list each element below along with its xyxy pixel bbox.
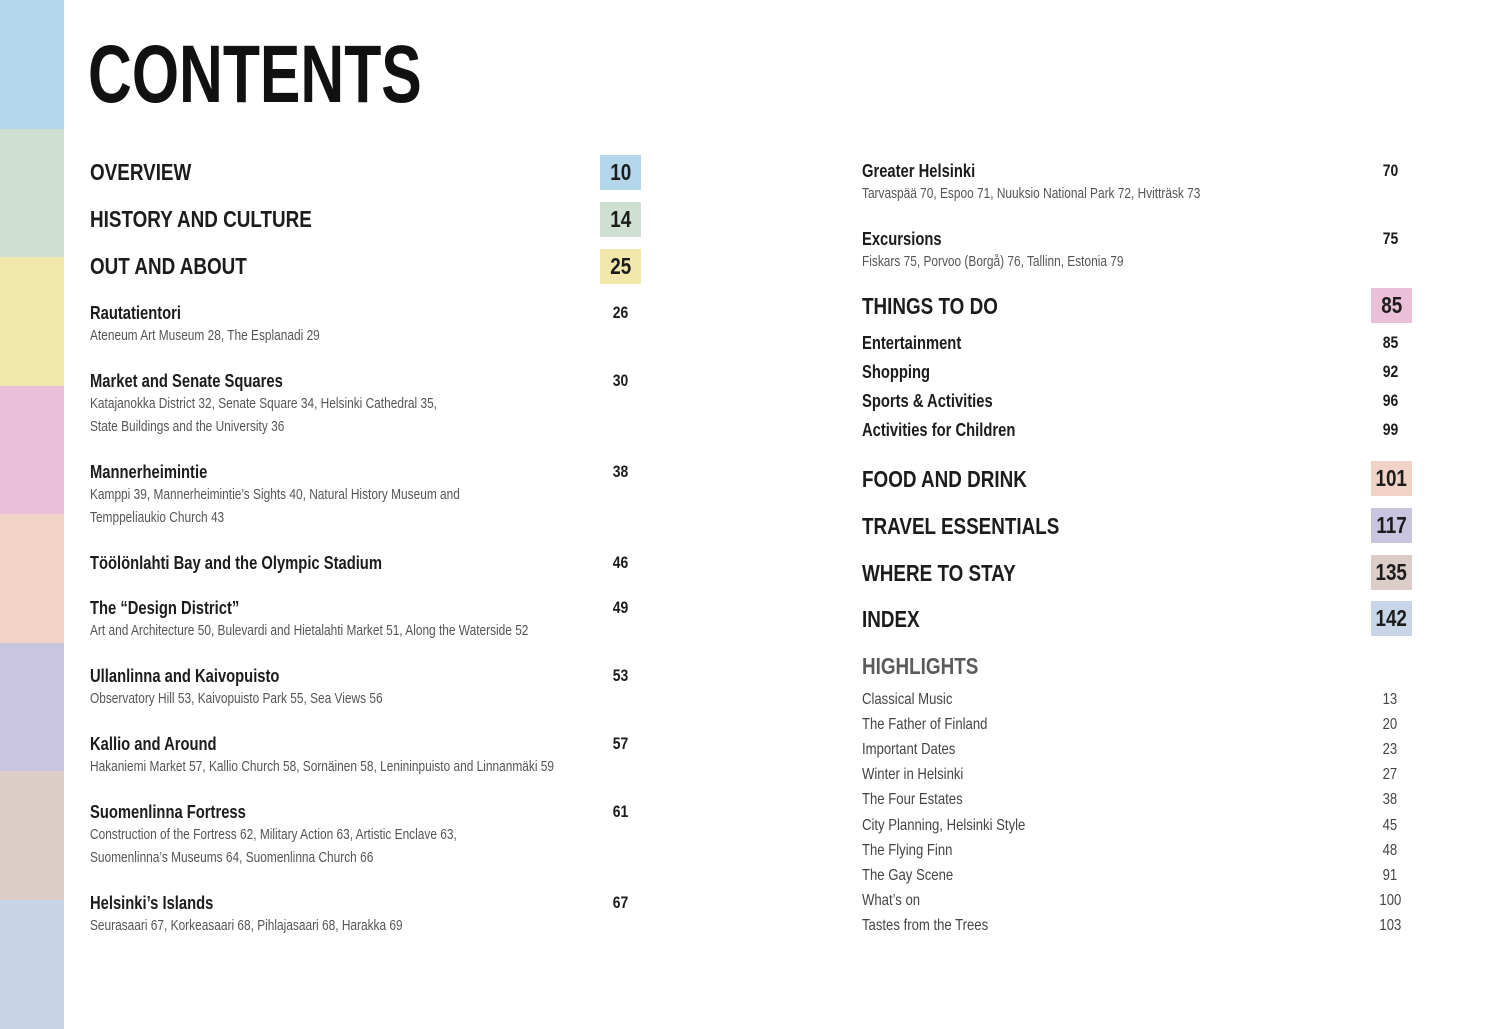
entry-subtopics: State Buildings and the University 36	[90, 419, 285, 435]
entry-entertainment[interactable]: Entertainment	[862, 333, 962, 353]
highlight-page: 38	[1382, 791, 1398, 808]
entry-islands[interactable]: Helsinki’s Islands	[90, 893, 214, 913]
color-band-overview	[0, 0, 64, 129]
entry-subtopics: Ateneum Art Museum 28, The Esplanadi 29	[90, 328, 320, 344]
highlight-item[interactable]: Classical Music	[862, 691, 953, 708]
entry-subtopics: Hakaniemi Market 57, Kallio Church 58, Sornäinen 58, Lenininpuisto and Linnanmäki 59	[90, 759, 555, 775]
entry-excursions[interactable]: Excursions	[862, 229, 942, 249]
entry-page: 96	[1382, 391, 1398, 410]
section-food-and-drink[interactable]: FOOD AND DRINK	[862, 466, 1027, 492]
color-band-travel	[0, 643, 64, 771]
section-overview[interactable]: OVERVIEW	[90, 159, 192, 185]
entry-page: 70	[1382, 161, 1398, 180]
entry-page: 92	[1382, 362, 1398, 381]
entry-page: 26	[612, 303, 628, 322]
color-band-out-and-about	[0, 257, 64, 386]
highlight-item[interactable]: The Flying Finn	[862, 842, 953, 859]
entry-design-district[interactable]: The “Design District”	[90, 598, 240, 618]
page-box-travel: 117	[1371, 508, 1412, 543]
page-box-index: 142	[1371, 601, 1412, 636]
entry-subtopics: Tarvaspää 70, Espoo 71, Nuuksio National Park 72, Hvitträsk 73	[862, 186, 1201, 202]
color-band-index	[0, 900, 64, 1029]
entry-suomenlinna[interactable]: Suomenlinna Fortress	[90, 802, 246, 822]
entry-subtopics: Fiskars 75, Porvoo (Borgå) 76, Tallinn, Estonia 79	[862, 254, 1124, 270]
highlight-page: 45	[1382, 817, 1398, 834]
page-box-food: 101	[1371, 461, 1412, 496]
highlight-item[interactable]: Winter in Helsinki	[862, 766, 964, 783]
highlight-page: 20	[1382, 716, 1398, 733]
entry-greater-helsinki[interactable]: Greater Helsinki	[862, 161, 976, 181]
highlights-heading: HIGHLIGHTS	[862, 653, 979, 679]
section-where-to-stay[interactable]: WHERE TO STAY	[862, 560, 1016, 586]
entry-mannerheimintie[interactable]: Mannerheimintie	[90, 462, 208, 482]
entry-page: 57	[612, 734, 628, 753]
entry-subtopics: Suomenlinna’s Museums 64, Suomenlinna Church 66	[90, 850, 374, 866]
entry-page: 67	[612, 893, 628, 912]
highlight-page: 91	[1382, 867, 1398, 884]
entry-page: 99	[1382, 420, 1398, 439]
page-title: CONTENTS	[88, 29, 422, 120]
entry-page: 38	[612, 462, 628, 481]
entry-market-senate[interactable]: Market and Senate Squares	[90, 371, 283, 391]
entry-toolonlahti[interactable]: Töölönlahti Bay and the Olympic Stadium	[90, 553, 382, 573]
page-box-stay: 135	[1371, 555, 1412, 590]
entry-subtopics: Observatory Hill 53, Kaivopuisto Park 55, Sea Views 56	[90, 691, 383, 707]
entry-page: 49	[612, 598, 628, 617]
highlight-item[interactable]: City Planning, Helsinki Style	[862, 817, 1026, 834]
highlight-item[interactable]: The Four Estates	[862, 791, 963, 808]
entry-shopping[interactable]: Shopping	[862, 362, 931, 382]
entry-rautatientori[interactable]: Rautatientori	[90, 303, 182, 323]
entry-page: 46	[612, 553, 628, 572]
entry-page: 53	[612, 666, 628, 685]
entry-subtopics: Construction of the Fortress 62, Military Action 63, Artistic Enclave 63,	[90, 827, 457, 843]
highlight-page: 23	[1382, 741, 1398, 758]
highlight-page: 48	[1382, 842, 1398, 859]
entry-subtopics: Art and Architecture 50, Bulevardi and Hietalahti Market 51, Along the Waterside 52	[90, 623, 529, 639]
color-strip	[0, 0, 64, 1029]
highlight-item[interactable]: The Father of Finland	[862, 716, 988, 733]
page-box-things-to-do: 85	[1371, 288, 1412, 323]
entry-ullanlinna[interactable]: Ullanlinna and Kaivopuisto	[90, 666, 280, 686]
section-travel-essentials[interactable]: TRAVEL ESSENTIALS	[862, 513, 1060, 539]
section-out-and-about[interactable]: OUT AND ABOUT	[90, 253, 247, 279]
highlight-page: 27	[1382, 766, 1398, 783]
highlight-item[interactable]: The Gay Scene	[862, 867, 954, 884]
highlight-item[interactable]: Important Dates	[862, 741, 956, 758]
color-band-stay	[0, 771, 64, 900]
section-things-to-do[interactable]: THINGS TO DO	[862, 293, 998, 319]
color-band-things-to-do	[0, 386, 64, 514]
entry-page: 75	[1382, 229, 1398, 248]
entry-subtopics: Kamppi 39, Mannerheimintie’s Sights 40, Natural History Museum and	[90, 487, 460, 503]
entry-subtopics: Temppeliaukio Church 43	[90, 510, 225, 526]
entry-page: 85	[1382, 333, 1398, 352]
entry-sports[interactable]: Sports & Activities	[862, 391, 993, 411]
entry-kallio[interactable]: Kallio and Around	[90, 734, 217, 754]
section-index[interactable]: INDEX	[862, 606, 920, 632]
color-band-history	[0, 129, 64, 257]
entry-children[interactable]: Activities for Children	[862, 420, 1016, 440]
page-box-out-and-about: 25	[600, 249, 641, 284]
highlight-page: 13	[1382, 691, 1398, 708]
entry-page: 61	[612, 802, 628, 821]
page-box-overview: 10	[600, 155, 641, 190]
color-band-food	[0, 514, 64, 643]
highlight-item[interactable]: What’s on	[862, 892, 921, 909]
section-history[interactable]: HISTORY AND CULTURE	[90, 206, 312, 232]
highlight-item[interactable]: Tastes from the Trees	[862, 917, 989, 934]
entry-page: 30	[612, 371, 628, 390]
entry-subtopics: Katajanokka District 32, Senate Square 34, Helsinki Cathedral 35,	[90, 396, 437, 412]
entry-subtopics: Seurasaari 67, Korkeasaari 68, Pihlajasaari 68, Harakka 69	[90, 918, 403, 934]
highlight-page: 103	[1379, 917, 1401, 934]
highlight-page: 100	[1379, 892, 1401, 909]
page-box-history: 14	[600, 202, 641, 237]
